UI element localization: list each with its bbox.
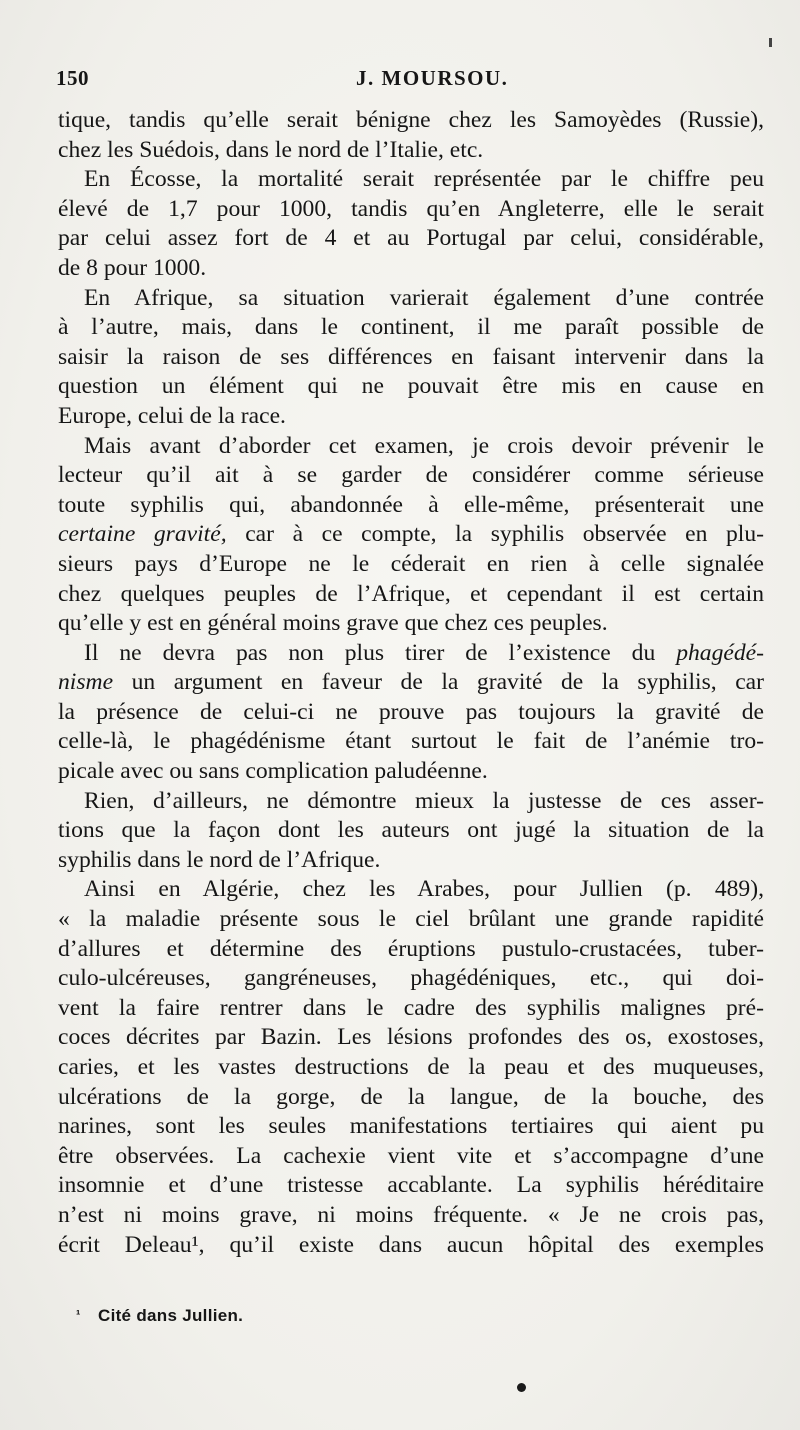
text-line: caries, et les vastes destructions de la peau et des muqueuses,	[58, 1054, 764, 1080]
text-line: écrit Deleau¹, qu’il existe dans aucun hôpital des exemples	[58, 1231, 764, 1258]
text-line: insomnie et d’une tristesse accablante. La syphilis héréditaire	[58, 1172, 764, 1199]
ink-dot	[517, 1383, 526, 1392]
text-line: par celui assez fort de 4 et au Portugal par celui, considérable,	[58, 225, 764, 252]
text-line: être observées. La cachexie vient vite et s’accompagne d’une	[58, 1142, 764, 1169]
text-line: question un élément qui ne pouvait être mis en cause en	[58, 373, 764, 400]
text-line: tique, tandis qu’elle serait bénigne chez les Samoyèdes (Russie),	[58, 107, 764, 133]
text-line: qu’elle y est en général moins grave que chez ces peuples.	[58, 610, 608, 637]
text-line: syphilis dans le nord de l’Afrique.	[58, 846, 381, 873]
text-line: Ainsi en Algérie, chez les Arabes, pour Jullien (p. 489),	[84, 876, 764, 903]
text-line: En Écosse, la mortalité serait représentée par le chiffre peu	[84, 166, 764, 193]
text-line: En Afrique, sa situation varierait également d’une contrée	[84, 284, 764, 311]
text-line: Rien, d’ailleurs, ne démontre mieux la justesse de ces asser-	[84, 787, 764, 814]
text-line: lecteur qu’il ait à se garder de considérer comme sérieuse	[58, 462, 764, 489]
footnote	[76, 1306, 244, 1326]
text-line: certaine gravité, car à ce compte, la syphilis observée en plu-	[58, 521, 764, 548]
text-line: la présence de celui-ci ne prouve pas toujours la gravité de	[58, 698, 764, 725]
page-speck	[769, 38, 772, 47]
footnote-text: Cité dans Jullien.	[98, 1306, 244, 1325]
text-line: toute syphilis qui, abandonnée à elle-même, présenterait une	[58, 491, 764, 518]
text-line: narines, sont les seules manifestations tertiaires qui aient pu	[58, 1113, 764, 1140]
text-line: coces décrites par Bazin. Les lésions profondes des os, exostoses,	[58, 1024, 764, 1051]
text-line: Mais avant d’aborder cet examen, je crois devoir prévenir le	[84, 432, 764, 459]
text-line: à l’autre, mais, dans le continent, il me paraît possible de	[58, 314, 764, 341]
text-line: n’est ni moins grave, ni moins fréquente. « Je ne crois pas,	[58, 1201, 764, 1228]
text-line: de 8 pour 1000.	[58, 254, 207, 281]
text-line: élevé de 1,7 pour 1000, tandis qu’en Angleterre, elle le serait	[58, 195, 764, 222]
text-line: chez quelques peuples de l’Afrique, et cependant il est certain	[58, 580, 764, 607]
text-line: d’allures et détermine des éruptions pustulo-crustacées, tuber-	[58, 935, 764, 962]
text-line: culo-ulcéreuses, gangréneuses, phagédéniques, etc., qui doi-	[58, 965, 764, 992]
page-number: 150	[56, 66, 89, 90]
text-line: vent la faire rentrer dans le cadre des syphilis malignes pré-	[58, 994, 764, 1021]
text-line: « la maladie présente sous le ciel brûlant une grande rapidité	[58, 906, 764, 933]
text-line: Il ne devra pas non plus tirer de l’existence du phagédé-	[84, 639, 764, 666]
body-text	[58, 106, 764, 1260]
text-line: Europe, celui de la race.	[58, 402, 286, 429]
page-header	[56, 66, 746, 96]
text-line: ulcérations de la gorge, de la langue, de la bouche, des	[58, 1083, 764, 1110]
text-line: saisir la raison de ses différences en faisant intervenir dans la	[58, 343, 764, 370]
text-line: chez les Suédois, dans le nord de l’Italie, etc.	[58, 136, 484, 163]
footnote-mark: ¹	[76, 1307, 81, 1322]
text-line: celle-là, le phagédénisme étant surtout le fait de l’anémie tro-	[58, 728, 764, 755]
text-line: sieurs pays d’Europe ne le céderait en rien à celle signalée	[58, 550, 764, 577]
text-line: nisme un argument en faveur de la gravité de la syphilis, car	[58, 669, 764, 696]
text-line: tions que la façon dont les auteurs ont jugé la situation de la	[58, 817, 764, 844]
text-line: picale avec ou sans complication paludéenne.	[58, 758, 488, 785]
running-head: J. MOURSOU.	[356, 66, 509, 90]
